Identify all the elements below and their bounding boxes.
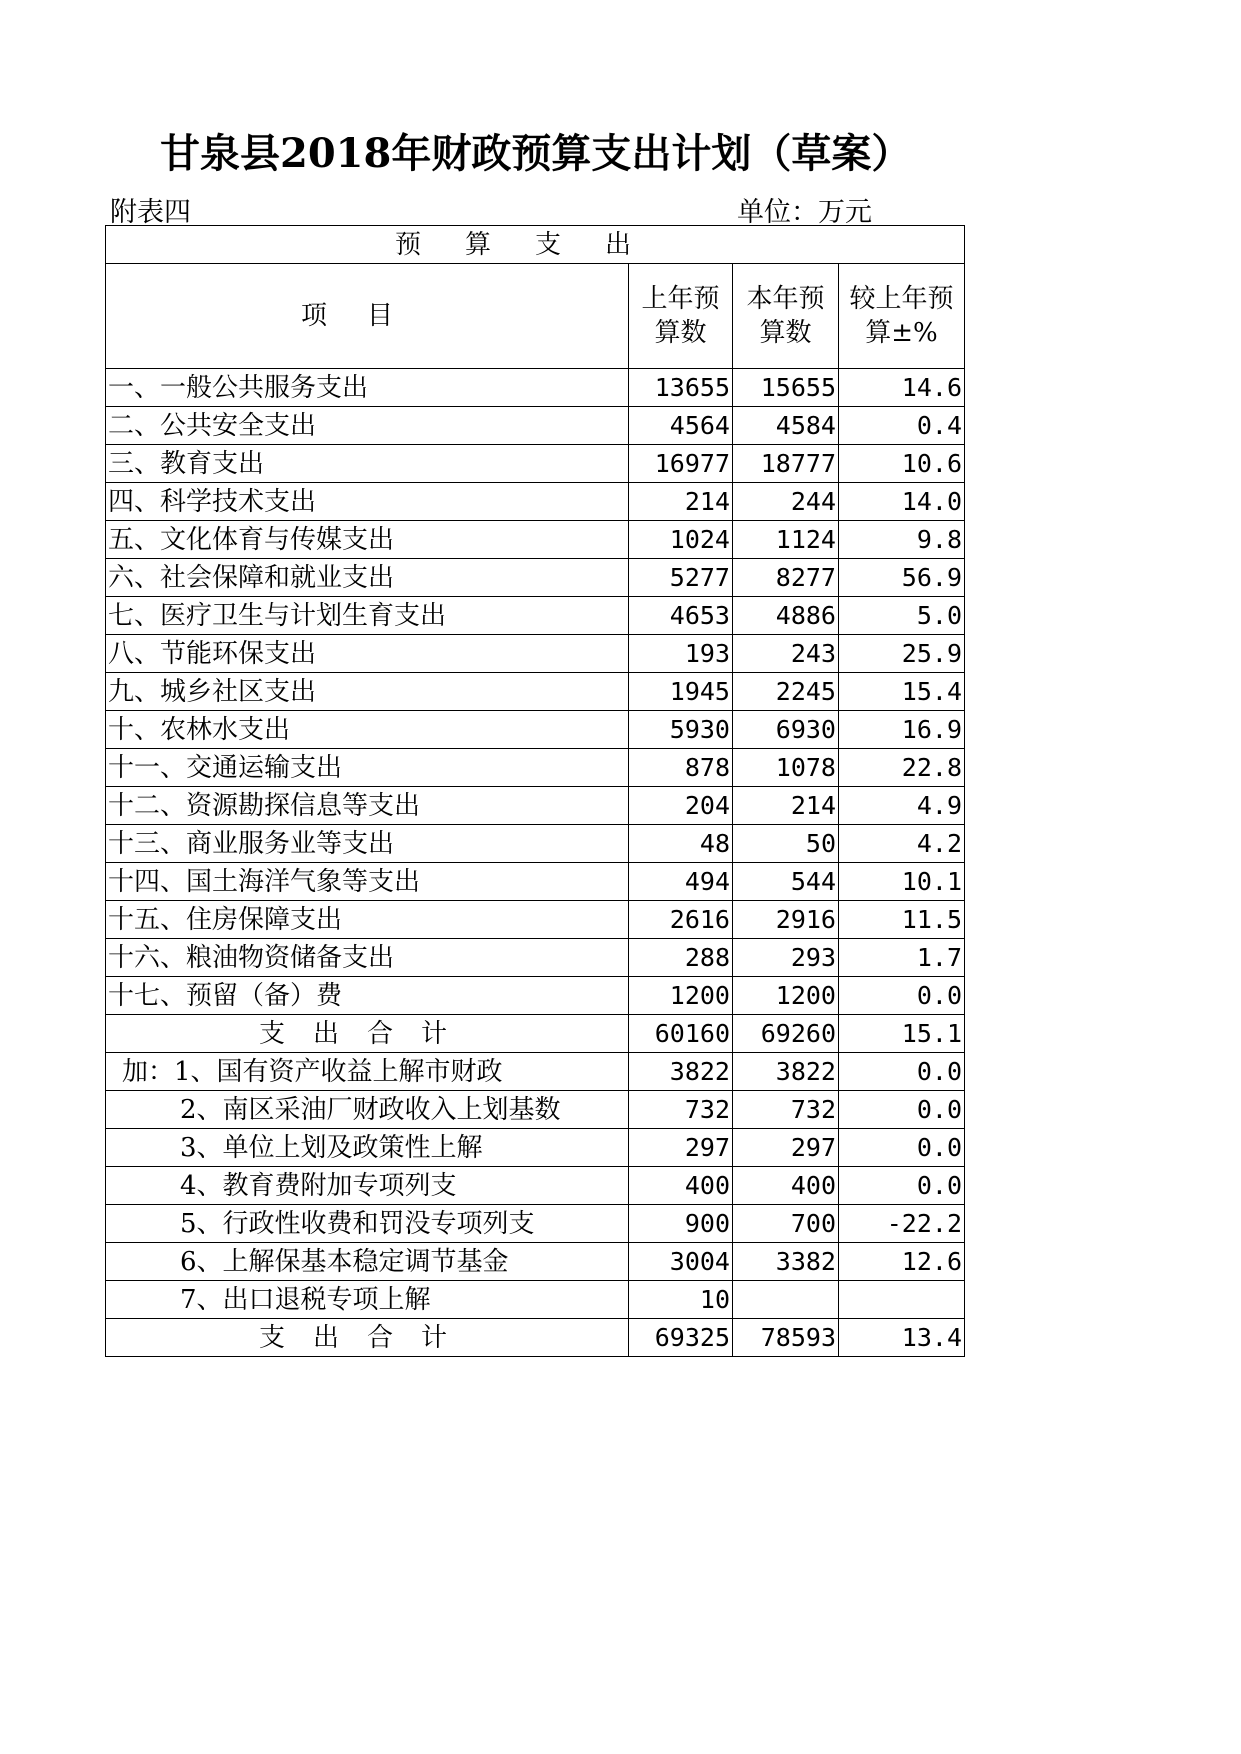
- row-pct-cell: 11.5: [839, 901, 965, 939]
- row-pct-cell: 12.6: [839, 1243, 965, 1281]
- table-row: [106, 559, 965, 597]
- row-item-cell: 十二、资源勘探信息等支出: [106, 787, 629, 825]
- annex-label: 附表四: [110, 197, 191, 228]
- table-row: [106, 863, 965, 901]
- row-curr-cell: 243: [733, 635, 839, 673]
- row-pct-cell: 4.2: [839, 825, 965, 863]
- row-prev-cell: 900: [629, 1205, 733, 1243]
- row-curr-cell: 78593: [733, 1319, 839, 1357]
- row-curr-cell: 244: [733, 483, 839, 521]
- row-pct-cell: 15.1: [839, 1015, 965, 1053]
- row-pct-cell: -22.2: [839, 1205, 965, 1243]
- row-item-cell: 支出合计: [106, 1319, 629, 1357]
- row-curr-cell: 297: [733, 1129, 839, 1167]
- row-prev-cell: 48: [629, 825, 733, 863]
- row-curr-cell: 732: [733, 1091, 839, 1129]
- addition-row: [106, 1167, 965, 1205]
- row-prev-cell: 732: [629, 1091, 733, 1129]
- unit-label: 单位：万元: [737, 197, 872, 228]
- row-item-cell: 十七、预留（备）费: [106, 977, 629, 1015]
- header-prev-year: 上年预算数: [629, 264, 733, 369]
- row-curr-cell: 18777: [733, 445, 839, 483]
- row-curr-cell: 1200: [733, 977, 839, 1015]
- row-item-cell: 十、农林水支出: [106, 711, 629, 749]
- table-caption: 预算支出: [106, 226, 965, 264]
- row-pct-cell: 1.7: [839, 939, 965, 977]
- row-prev-cell: 297: [629, 1129, 733, 1167]
- table-row: [106, 445, 965, 483]
- row-prev-cell: 2616: [629, 901, 733, 939]
- row-curr-cell: 4886: [733, 597, 839, 635]
- row-curr-cell: 2916: [733, 901, 839, 939]
- row-pct-cell: 0.4: [839, 407, 965, 445]
- row-prev-cell: 16977: [629, 445, 733, 483]
- row-prev-cell: 214: [629, 483, 733, 521]
- addition-row: [106, 1205, 965, 1243]
- header-this-year: 本年预算数: [733, 264, 839, 369]
- row-prev-cell: 3004: [629, 1243, 733, 1281]
- row-item-cell: 十一、交通运输支出: [106, 749, 629, 787]
- row-curr-cell: 544: [733, 863, 839, 901]
- row-curr-cell: 214: [733, 787, 839, 825]
- row-curr-cell: 15655: [733, 369, 839, 407]
- table-row: [106, 901, 965, 939]
- table-row: [106, 825, 965, 863]
- row-prev-cell: 69325: [629, 1319, 733, 1357]
- row-item-cell: 十三、商业服务业等支出: [106, 825, 629, 863]
- row-item-cell: 7、出口退税专项上解: [106, 1281, 629, 1319]
- table-row: [106, 597, 965, 635]
- caption-row: [106, 226, 965, 264]
- row-curr-cell: 3382: [733, 1243, 839, 1281]
- row-prev-cell: 10: [629, 1281, 733, 1319]
- grand-total-row: [106, 1319, 965, 1357]
- row-prev-cell: 878: [629, 749, 733, 787]
- row-pct-cell: 25.9: [839, 635, 965, 673]
- addition-row: [106, 1243, 965, 1281]
- table-row: [106, 521, 965, 559]
- table-row: [106, 749, 965, 787]
- row-prev-cell: 1024: [629, 521, 733, 559]
- row-prev-cell: 193: [629, 635, 733, 673]
- table-row: [106, 977, 965, 1015]
- subtotal-row: [106, 1015, 965, 1053]
- row-prev-cell: 1945: [629, 673, 733, 711]
- table-row: [106, 711, 965, 749]
- row-prev-cell: 5277: [629, 559, 733, 597]
- row-item-cell: 三、教育支出: [106, 445, 629, 483]
- row-item-cell: 十五、住房保障支出: [106, 901, 629, 939]
- row-pct-cell: 5.0: [839, 597, 965, 635]
- page-title: 甘泉县2018年财政预算支出计划（草案）: [160, 130, 912, 177]
- row-item-cell: 4、教育费附加专项列支: [106, 1167, 629, 1205]
- table-row: [106, 939, 965, 977]
- row-curr-cell: 6930: [733, 711, 839, 749]
- row-item-cell: 6、上解保基本稳定调节基金: [106, 1243, 629, 1281]
- addition-row: [106, 1053, 965, 1091]
- header-change: 较上年预算±%: [839, 264, 965, 369]
- row-pct-cell: 16.9: [839, 711, 965, 749]
- row-curr-cell: 293: [733, 939, 839, 977]
- row-curr-cell: 69260: [733, 1015, 839, 1053]
- row-item-cell: 二、公共安全支出: [106, 407, 629, 445]
- row-prev-cell: 4564: [629, 407, 733, 445]
- row-curr-cell: 700: [733, 1205, 839, 1243]
- table-row: [106, 635, 965, 673]
- row-pct-cell: 0.0: [839, 1091, 965, 1129]
- row-curr-cell: 1124: [733, 521, 839, 559]
- row-item-cell: 五、文化体育与传媒支出: [106, 521, 629, 559]
- row-prev-cell: 60160: [629, 1015, 733, 1053]
- row-prev-cell: 204: [629, 787, 733, 825]
- row-item-cell: 十六、粮油物资储备支出: [106, 939, 629, 977]
- row-prev-cell: 13655: [629, 369, 733, 407]
- budget-table: [105, 225, 965, 1357]
- header-item: 项目: [106, 264, 629, 369]
- row-pct-cell: 0.0: [839, 977, 965, 1015]
- table-row: [106, 673, 965, 711]
- row-item-cell: 加：1、国有资产收益上解市财政: [106, 1053, 629, 1091]
- row-curr-cell: 3822: [733, 1053, 839, 1091]
- row-curr-cell: [733, 1281, 839, 1319]
- row-prev-cell: 1200: [629, 977, 733, 1015]
- row-pct-cell: [839, 1281, 965, 1319]
- table-row: [106, 407, 965, 445]
- addition-row: [106, 1281, 965, 1319]
- row-pct-cell: 56.9: [839, 559, 965, 597]
- row-pct-cell: 22.8: [839, 749, 965, 787]
- row-curr-cell: 400: [733, 1167, 839, 1205]
- row-prev-cell: 400: [629, 1167, 733, 1205]
- row-curr-cell: 4584: [733, 407, 839, 445]
- row-pct-cell: 0.0: [839, 1129, 965, 1167]
- row-item-cell: 四、科学技术支出: [106, 483, 629, 521]
- table-row: [106, 787, 965, 825]
- row-item-cell: 七、医疗卫生与计划生育支出: [106, 597, 629, 635]
- row-prev-cell: 4653: [629, 597, 733, 635]
- row-pct-cell: 10.6: [839, 445, 965, 483]
- row-item-cell: 八、节能环保支出: [106, 635, 629, 673]
- row-pct-cell: 10.1: [839, 863, 965, 901]
- row-prev-cell: 288: [629, 939, 733, 977]
- row-item-cell: 一、一般公共服务支出: [106, 369, 629, 407]
- row-pct-cell: 14.0: [839, 483, 965, 521]
- row-pct-cell: 0.0: [839, 1053, 965, 1091]
- header-row: [106, 264, 965, 369]
- addition-row: [106, 1129, 965, 1167]
- row-item-cell: 六、社会保障和就业支出: [106, 559, 629, 597]
- table-row: [106, 483, 965, 521]
- row-item-cell: 九、城乡社区支出: [106, 673, 629, 711]
- row-pct-cell: 14.6: [839, 369, 965, 407]
- row-pct-cell: 13.4: [839, 1319, 965, 1357]
- row-curr-cell: 8277: [733, 559, 839, 597]
- row-item-cell: 3、单位上划及政策性上解: [106, 1129, 629, 1167]
- row-item-cell: 2、南区采油厂财政收入上划基数: [106, 1091, 629, 1129]
- row-pct-cell: 0.0: [839, 1167, 965, 1205]
- row-prev-cell: 5930: [629, 711, 733, 749]
- row-pct-cell: 4.9: [839, 787, 965, 825]
- row-curr-cell: 2245: [733, 673, 839, 711]
- row-curr-cell: 50: [733, 825, 839, 863]
- row-item-cell: 5、行政性收费和罚没专项列支: [106, 1205, 629, 1243]
- row-pct-cell: 9.8: [839, 521, 965, 559]
- row-prev-cell: 494: [629, 863, 733, 901]
- row-pct-cell: 15.4: [839, 673, 965, 711]
- row-prev-cell: 3822: [629, 1053, 733, 1091]
- addition-row: [106, 1091, 965, 1129]
- table-row: [106, 369, 965, 407]
- row-curr-cell: 1078: [733, 749, 839, 787]
- row-item-cell: 十四、国土海洋气象等支出: [106, 863, 629, 901]
- row-item-cell: 支出合计: [106, 1015, 629, 1053]
